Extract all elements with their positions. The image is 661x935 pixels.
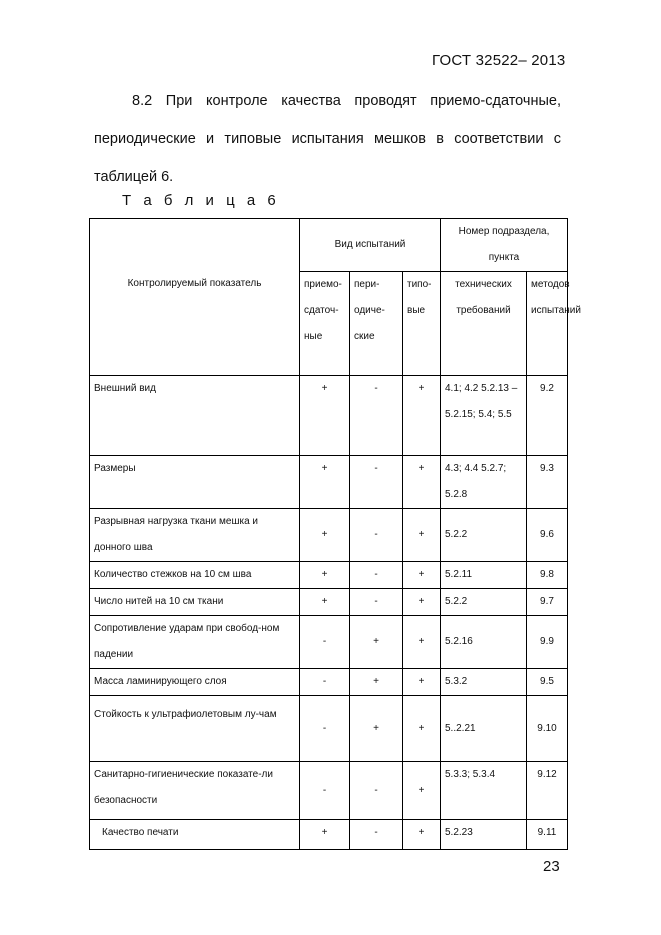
cell-type: + xyxy=(403,509,441,562)
paragraph-8-2 xyxy=(94,82,561,196)
cell-type: + xyxy=(403,589,441,616)
standard-number: ГОСТ 32522– 2013 xyxy=(432,52,566,69)
cell-type: + xyxy=(403,562,441,589)
row-indicator: Количество стежков на 10 см шва xyxy=(90,562,300,589)
table-row xyxy=(90,820,568,850)
header-type: типо-вые xyxy=(403,272,441,376)
paragraph-line: таблицей 6. xyxy=(94,169,174,185)
cell-requirements: 4.3; 4.4 5.2.7; 5.2.8 xyxy=(441,456,527,509)
cell-method: 9.12 xyxy=(527,762,568,820)
row-indicator: Разрывная нагрузка ткани мешка и донного шва xyxy=(90,509,300,562)
cell-requirements: 4.1; 4.2 5.2.13 –5.2.15; 5.4; 5.5 xyxy=(441,376,527,456)
cell-periodic: + xyxy=(350,669,403,696)
table-row xyxy=(90,376,568,456)
cell-type: + xyxy=(403,820,441,850)
cell-acceptance: - xyxy=(300,616,350,669)
cell-type: + xyxy=(403,762,441,820)
table-row xyxy=(90,616,568,669)
paragraph-line: 8.2 При контроле качества проводят приемо-сдаточные, xyxy=(132,93,561,109)
cell-acceptance: - xyxy=(300,696,350,762)
cell-periodic: - xyxy=(350,589,403,616)
paragraph-line: периодические и типовые испытания мешков в соответствии с xyxy=(94,131,561,147)
cell-acceptance: - xyxy=(300,669,350,696)
cell-method: 9.7 xyxy=(527,589,568,616)
cell-acceptance: + xyxy=(300,820,350,850)
header-section-number: Номер подраздела, пункта xyxy=(441,219,568,272)
cell-periodic: - xyxy=(350,820,403,850)
row-indicator: Качество печати xyxy=(90,820,300,850)
cell-method: 9.10 xyxy=(527,696,568,762)
cell-method: 9.9 xyxy=(527,616,568,669)
cell-requirements: 5.2.2 xyxy=(441,509,527,562)
table-row xyxy=(90,762,568,820)
cell-method: 9.8 xyxy=(527,562,568,589)
header-tech-requirements: технических требований xyxy=(441,272,527,376)
cell-acceptance: + xyxy=(300,376,350,456)
cell-requirements: 5..2.21 xyxy=(441,696,527,762)
table-row xyxy=(90,696,568,762)
cell-acceptance: + xyxy=(300,562,350,589)
table-row xyxy=(90,509,568,562)
row-indicator: Санитарно-гигиенические показате-ли безопасности xyxy=(90,762,300,820)
table-row xyxy=(90,562,568,589)
table-row xyxy=(90,669,568,696)
cell-acceptance: + xyxy=(300,509,350,562)
cell-periodic: - xyxy=(350,456,403,509)
cell-periodic: - xyxy=(350,376,403,456)
header-test-methods: методов испытаний xyxy=(527,272,568,376)
cell-requirements: 5.3.2 xyxy=(441,669,527,696)
header-periodic: пери-одиче-ские xyxy=(350,272,403,376)
cell-periodic: + xyxy=(350,696,403,762)
cell-periodic: + xyxy=(350,616,403,669)
cell-requirements: 5.2.16 xyxy=(441,616,527,669)
cell-type: + xyxy=(403,669,441,696)
row-indicator: Стойкость к ультрафиолетовым лу-чам xyxy=(90,696,300,762)
cell-type: + xyxy=(403,376,441,456)
tests-table xyxy=(89,218,581,850)
cell-type: + xyxy=(403,696,441,762)
cell-requirements: 5.2.23 xyxy=(441,820,527,850)
row-indicator: Масса ламинирующего слоя xyxy=(90,669,300,696)
table-row xyxy=(90,456,568,509)
row-indicator: Внешний вид xyxy=(90,376,300,456)
cell-method: 9.3 xyxy=(527,456,568,509)
cell-method: 9.6 xyxy=(527,509,568,562)
table-row xyxy=(90,589,568,616)
cell-periodic: - xyxy=(350,509,403,562)
row-indicator: Размеры xyxy=(90,456,300,509)
cell-method: 9.11 xyxy=(527,820,568,850)
cell-requirements: 5.3.3; 5.3.4 xyxy=(441,762,527,820)
page-number: 23 xyxy=(543,858,560,875)
cell-requirements: 5.2.2 xyxy=(441,589,527,616)
cell-acceptance: - xyxy=(300,762,350,820)
cell-periodic: - xyxy=(350,762,403,820)
header-acceptance: приемо-сдаточ-ные xyxy=(300,272,350,376)
cell-acceptance: + xyxy=(300,589,350,616)
cell-method: 9.5 xyxy=(527,669,568,696)
header-indicator: Контролируемый показатель xyxy=(90,219,300,376)
row-indicator: Сопротивление ударам при свобод-ном падении xyxy=(90,616,300,669)
cell-method: 9.2 xyxy=(527,376,568,456)
cell-type: + xyxy=(403,456,441,509)
header-test-type: Вид испытаний xyxy=(300,219,441,272)
cell-requirements: 5.2.11 xyxy=(441,562,527,589)
cell-periodic: - xyxy=(350,562,403,589)
cell-type: + xyxy=(403,616,441,669)
row-indicator: Число нитей на 10 см ткани xyxy=(90,589,300,616)
table-caption: Т а б л и ц а 6 xyxy=(122,192,280,209)
cell-acceptance: + xyxy=(300,456,350,509)
